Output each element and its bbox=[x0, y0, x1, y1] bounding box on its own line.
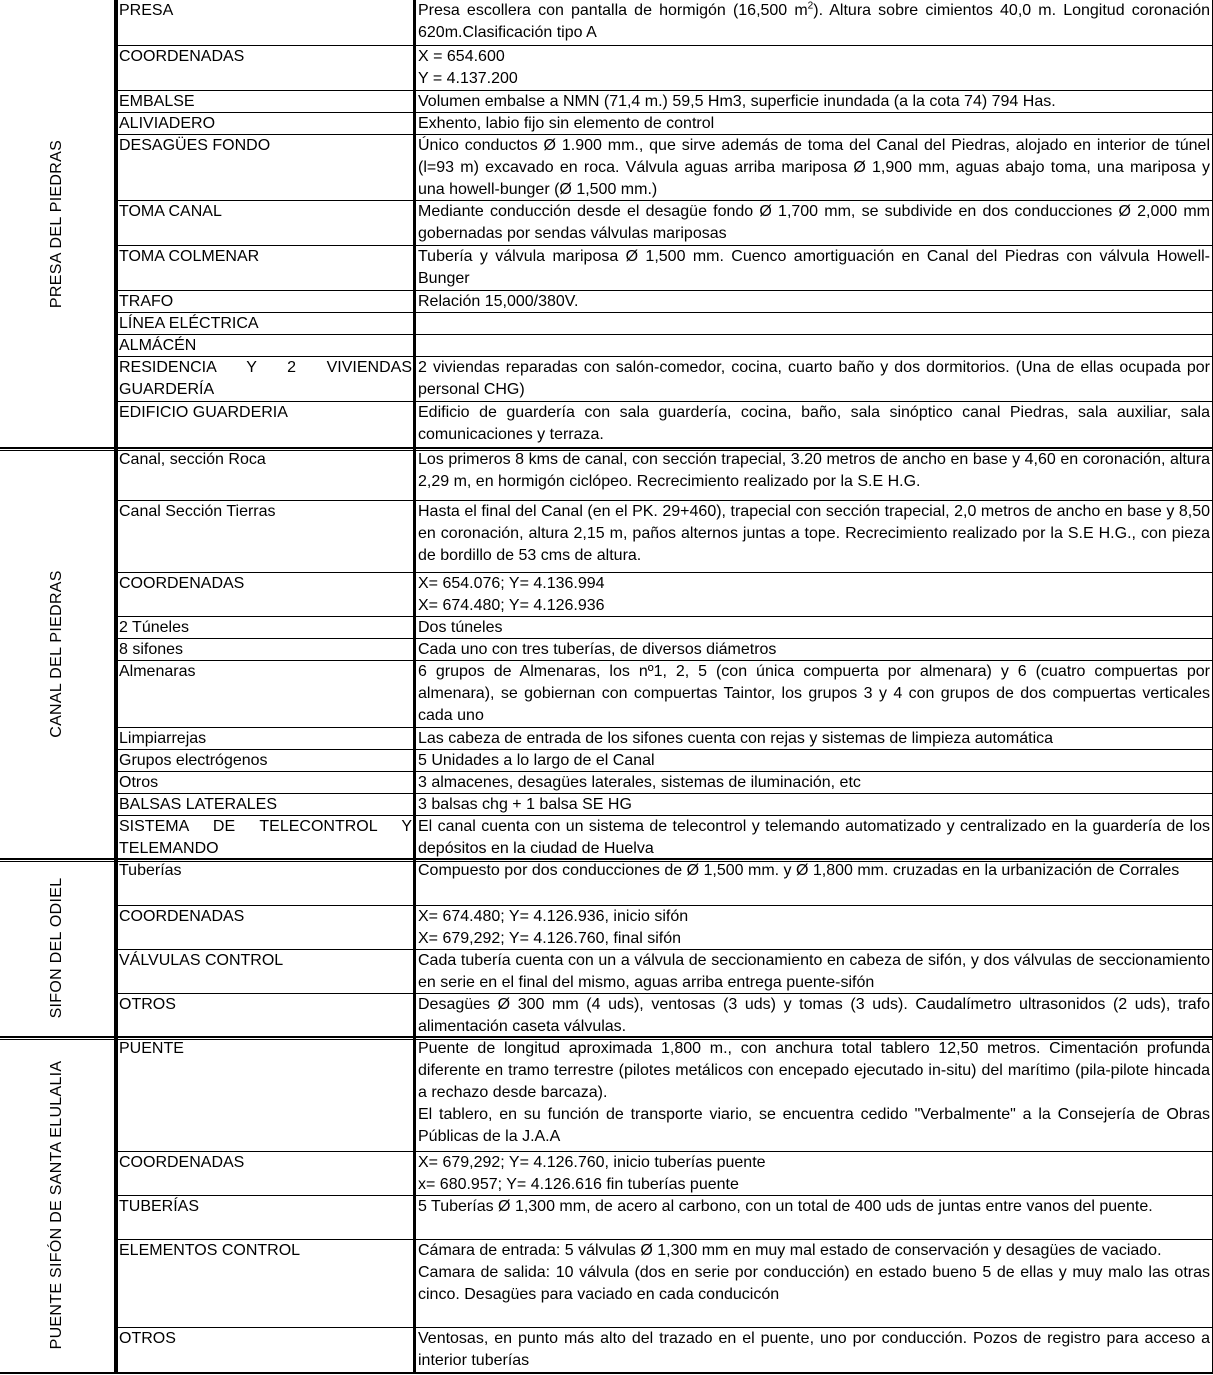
table-row bbox=[118, 949, 1213, 993]
row-label: SISTEMA DE TELECONTROL Y TELEMANDO bbox=[119, 818, 412, 857]
table-row bbox=[118, 356, 1213, 401]
row-label: PUENTE bbox=[119, 1040, 184, 1057]
row-label: EMBALSE bbox=[119, 93, 195, 110]
table-row bbox=[118, 45, 1213, 90]
section-title-text: PRESA DEL PIEDRAS bbox=[48, 139, 65, 308]
row-description: Presa escollera con pantalla de hormigón (16,500 $m^2$). Altura sobre cimientos 40,0 m. Longitud coronación 620m.Clasificación tipo A bbox=[418, 0, 1211, 41]
row-description: Cámara de entrada: 5 válvulas Ø 1,300 mm en muy mal estado de conservación y desagües de vaciado. Camara de salida: 10 válvula (dos en serie por conducción) en estado bueno 5 de ellas y muy malo las otras cinco. Desagües para vaciado en cada conducicón bbox=[418, 1242, 1210, 1303]
row-description: Los primeros 8 kms de canal, con sección trapecial, 3.20 metros de ancho en base y 4,60 en coronación, altura 2,29 m, en hormigón ciclópeo. Recrecimiento realizado por la S.E H.G. bbox=[418, 451, 1210, 490]
row-label: TRAFO bbox=[119, 293, 174, 310]
row-label: RESIDENCIA Y 2 VIVIENDAS GUARDERÍA bbox=[119, 359, 412, 398]
table-row bbox=[118, 500, 1213, 572]
row-label: PRESA bbox=[119, 2, 174, 19]
row-label: ELEMENTOS CONTROL bbox=[119, 1242, 301, 1259]
table-row bbox=[118, 993, 1213, 1036]
row-description: Relación 15,000/380V. bbox=[418, 293, 579, 310]
section-title bbox=[0, 860, 114, 1036]
row-label: TOMA CANAL bbox=[119, 203, 222, 220]
section-title-text: PUENTE SIFÓN DE SANTA ELULALIA bbox=[48, 1060, 65, 1350]
table-row bbox=[118, 660, 1213, 727]
row-label: Canal Sección Tierras bbox=[119, 503, 276, 520]
row-label: COORDENADAS bbox=[119, 1154, 245, 1171]
table-row bbox=[118, 793, 1213, 815]
row-label: TUBERÍAS bbox=[119, 1198, 200, 1215]
row-description: Tubería y válvula mariposa Ø 1,500 mm. Cuenco amortiguación en Canal del Piedras con válvula Howell-Bunger bbox=[418, 248, 1210, 287]
row-description: X= 654.076; Y= 4.136.994 X= 674.480; Y= 4.126.936 bbox=[418, 575, 605, 614]
row-label: COORDENADAS bbox=[119, 908, 245, 925]
table-section bbox=[0, 860, 1213, 1036]
table-row bbox=[118, 134, 1213, 200]
row-description: 5 Unidades a lo largo de el Canal bbox=[418, 752, 655, 769]
row-label: DESAGÜES FONDO bbox=[119, 137, 271, 154]
table-row bbox=[118, 200, 1213, 245]
table-row bbox=[118, 0, 1213, 45]
row-label: COORDENADAS bbox=[119, 575, 245, 592]
row-description: 3 balsas chg + 1 balsa SE HG bbox=[418, 796, 632, 813]
table-row bbox=[118, 815, 1213, 858]
row-label: Canal, sección Roca bbox=[119, 451, 266, 468]
table-row bbox=[118, 771, 1213, 793]
row-description: Desagües Ø 300 mm (4 uds), ventosas (3 uds) y tomas (3 uds). Caudalímetro ultrasonidos (2 uds), trafo alimentación caseta válvulas. bbox=[418, 996, 1210, 1035]
table-row bbox=[118, 401, 1213, 447]
table-row bbox=[118, 334, 1213, 356]
row-description: 3 almacenes, desagües laterales, sistemas de iluminación, etc bbox=[418, 774, 861, 791]
row-description: 2 viviendas reparadas con salón-comedor, cocina, cuarto baño y dos dormitorios. (Una de ellas ocupada por personal CHG) bbox=[418, 359, 1210, 398]
row-description: Compuesto por dos conducciones de Ø 1,500 mm. y Ø 1,800 mm. cruzadas en la urbanización de Corrales bbox=[418, 862, 1180, 879]
table-row bbox=[118, 1239, 1213, 1327]
table-row bbox=[118, 638, 1213, 660]
table-row bbox=[118, 1195, 1213, 1239]
row-label: Tuberías bbox=[119, 862, 182, 879]
row-label: EDIFICIO GUARDERIA bbox=[119, 404, 288, 421]
table-section bbox=[0, 449, 1213, 858]
table-row bbox=[118, 90, 1213, 112]
row-label: Almenaras bbox=[119, 663, 196, 680]
row-description: Puente de longitud aproximada 1,800 m., con anchura total tablero 12,50 metros. Cimentación profunda diferente en tramo terrestre (pilotes metálicos con encepado ejecutado in-situ) del marítimo (pila-pilote hincada a rechazo desde barcaza). El tablero, en su función de transporte viario, se encuentra cedido "Verbalmente" a la Consejería de Obras Públicas de la J.A.A bbox=[418, 1040, 1210, 1145]
table-section bbox=[0, 0, 1213, 447]
section-title bbox=[0, 449, 114, 858]
row-description: 5 Tuberías Ø 1,300 mm, de acero al carbono, con un total de 400 uds de juntas entre vanos del puente. bbox=[418, 1198, 1153, 1215]
row-label: TOMA COLMENAR bbox=[119, 248, 260, 265]
row-description: Edificio de guardería con sala guardería, cocina, baño, sala sinóptico canal Piedras, sala auxiliar, sala comunicaciones y terraza. bbox=[418, 404, 1210, 443]
table-bottom-border bbox=[0, 1372, 1213, 1374]
row-description: X= 679,292; Y= 4.126.760, inicio tuberías puente x= 680.957; Y= 4.126.616 fin tuberías puente bbox=[418, 1154, 766, 1193]
table-row bbox=[118, 749, 1213, 771]
row-description: X= 674.480; Y= 4.126.936, inicio sifón X= 679,292; Y= 4.126.760, final sifón bbox=[418, 908, 689, 947]
row-description: Cada uno con tres tuberías, de diversos diámetros bbox=[418, 641, 777, 658]
table-row bbox=[118, 1327, 1213, 1372]
section-title bbox=[0, 0, 114, 447]
row-description: Ventosas, en punto más alto del trazado en el puente, uno por conducción. Pozos de registro para acceso a interior tuberías bbox=[418, 1330, 1210, 1369]
row-label: COORDENADAS bbox=[119, 48, 245, 65]
row-description: Exhento, labio fijo sin elemento de control bbox=[418, 115, 715, 132]
table-row bbox=[118, 312, 1213, 334]
row-label: Otros bbox=[119, 774, 159, 791]
row-description: Hasta el final del Canal (en el PK. 29+460), trapecial con sección trapecial, 2,0 metros de ancho en base y 8,50 en coronación, altura 2,15 m, paños alternos juntas a tope. Recrecimiento realizado por la S.E H.G., con pieza de bordillo de 53 cms de altura. bbox=[418, 503, 1210, 564]
section-title-text: CANAL DEL PIEDRAS bbox=[48, 569, 65, 738]
table-row bbox=[118, 245, 1213, 290]
table-row bbox=[118, 572, 1213, 616]
row-description: 6 grupos de Almenaras, los nº1, 2, 5 (con única compuerta por almenara) y 6 (cuatro compuertas por almenara), se gobiernan con compuertas Taintor, los grupos 3 y 4 con grupos de dos compuertas verticales cada uno bbox=[418, 663, 1210, 724]
row-description: Las cabeza de entrada de los sifones cuenta con rejas y sistemas de limpieza automática bbox=[418, 730, 1054, 747]
row-label: 8 sifones bbox=[119, 641, 184, 658]
table-row bbox=[118, 449, 1213, 500]
row-description: Cada tubería cuenta con un a válvula de seccionamiento en cabeza de sifón, y dos válvulas de seccionamiento en serie en el final del mismo, aguas arriba entrega puente-sifón bbox=[418, 952, 1210, 991]
row-description: X = 654.600 Y = 4.137.200 bbox=[418, 48, 518, 87]
row-label: OTROS bbox=[119, 996, 176, 1013]
table-row bbox=[118, 860, 1213, 905]
row-label: ALIVIADERO bbox=[119, 115, 216, 132]
table-row bbox=[118, 727, 1213, 749]
table-row bbox=[118, 290, 1213, 312]
table-row bbox=[118, 112, 1213, 134]
section-title bbox=[0, 1038, 114, 1372]
row-label: OTROS bbox=[119, 1330, 176, 1347]
row-label: Limpiarrejas bbox=[119, 730, 207, 747]
row-description: Único conductos Ø 1.900 mm., que sirve además de toma del Canal del Piedras, alojado en interior de túnel (l=93 m) excavado en roca. Válvula aguas arriba mariposa Ø 1,900 mm, aguas abajo toma, una mariposa y una howell-bunger (Ø 1,500 mm.) bbox=[418, 137, 1210, 198]
row-label: LÍNEA ELÉCTRICA bbox=[119, 315, 259, 332]
row-label: Grupos electrógenos bbox=[119, 752, 268, 769]
row-description: Volumen embalse a NMN (71,4 m.) 59,5 Hm3, superficie inundada (a la cota 74) 794 Has. bbox=[418, 93, 1056, 110]
table-section bbox=[0, 1038, 1213, 1372]
row-description: Dos túneles bbox=[418, 619, 503, 636]
table-row bbox=[118, 1151, 1213, 1195]
row-label: VÁLVULAS CONTROL bbox=[119, 952, 284, 969]
row-label: BALSAS LATERALES bbox=[119, 796, 277, 813]
row-description: El canal cuenta con un sistema de telecontrol y telemando automatizado y centralizado en la guardería de los depósitos en la ciudad de Huelva bbox=[418, 818, 1210, 857]
table-row bbox=[118, 616, 1213, 638]
row-description: Mediante conducción desde el desagüe fondo Ø 1,700 mm, se subdivide en dos conducciones Ø 2,000 mm gobernadas por sendas válvulas mariposas bbox=[418, 203, 1210, 242]
table-row bbox=[118, 905, 1213, 949]
row-label: ALMÁCÉN bbox=[119, 337, 197, 354]
row-label: 2 Túneles bbox=[119, 619, 189, 636]
section-title-text: SIFON DEL ODIEL bbox=[48, 877, 65, 1019]
table-row bbox=[118, 1038, 1213, 1151]
